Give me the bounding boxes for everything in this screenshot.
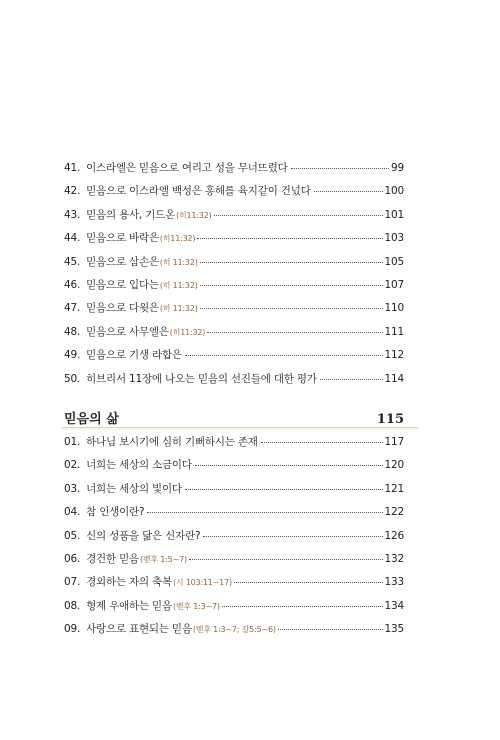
toc-entry[interactable]: [64, 528, 404, 551]
entry-title: 믿음으로 기생 라합은: [86, 349, 182, 362]
entry-title: 믿음으로 사무엘은: [86, 325, 169, 338]
entry-page: 126: [384, 529, 404, 542]
section-divider: [62, 427, 418, 428]
entry-title: 믿음으로 바락은: [86, 232, 159, 245]
entry-number: 03.: [64, 482, 81, 495]
entry-ref: (히11:32): [169, 327, 206, 337]
toc-list-part2: [64, 434, 404, 645]
dot-leader: [185, 489, 383, 490]
dot-leader: [261, 442, 383, 443]
entry-ref: (시 103:11~17): [172, 578, 232, 588]
dot-leader: [214, 215, 383, 216]
dot-leader: [197, 238, 382, 239]
entry-page: 111: [384, 325, 404, 338]
entry-page: 107: [384, 278, 404, 291]
entry-number: 01.: [64, 436, 81, 448]
dot-leader: [185, 355, 383, 356]
entry-title: 형제 우애하는 믿음: [86, 599, 172, 612]
entry-title: 믿음으로 삼손은: [86, 255, 159, 268]
entry-ref: (벧후 1:3~7): [172, 601, 220, 611]
entry-number: 02.: [64, 459, 81, 472]
entry-ref: (히 11:32): [159, 304, 198, 314]
entry-ref: (벧후 1:3~7; 갈5:5~6): [192, 625, 276, 635]
entry-title: 경건한 믿음: [86, 552, 139, 565]
toc-entry[interactable]: [64, 207, 404, 230]
dot-leader: [200, 308, 383, 309]
dot-leader: [195, 465, 383, 466]
entry-number: 41.: [64, 162, 81, 174]
entry-number: 48.: [64, 325, 81, 338]
entry-number: 06.: [64, 552, 81, 565]
section-header[interactable]: [64, 408, 404, 427]
dot-leader: [320, 379, 383, 380]
entry-ref: (히 11:32): [159, 280, 198, 290]
entry-page: 117: [384, 436, 404, 448]
entry-page: 105: [384, 255, 404, 268]
entry-page: 134: [384, 599, 404, 612]
toc-entry[interactable]: [64, 254, 404, 277]
entry-page: 112: [384, 349, 404, 362]
dot-leader: [291, 168, 389, 169]
entry-number: 43.: [64, 208, 81, 221]
toc-entry[interactable]: [64, 551, 404, 574]
entry-page: 110: [384, 302, 404, 315]
section-page: 115: [376, 412, 404, 427]
entry-title: 너희는 세상의 빛이다: [86, 482, 182, 495]
toc-entry[interactable]: [64, 324, 404, 347]
toc-list-part1: [64, 160, 404, 394]
toc-entry[interactable]: [64, 230, 404, 253]
entry-page: 121: [384, 482, 404, 495]
entry-title: 너희는 세상의 소금이다: [86, 459, 192, 472]
entry-page: 100: [384, 185, 404, 198]
entry-page: 120: [384, 459, 404, 472]
entry-ref: (히11:32): [176, 210, 212, 220]
entry-number: 46.: [64, 278, 81, 291]
dot-leader: [314, 191, 383, 192]
entry-ref: (히 11:32): [159, 257, 198, 267]
toc-entry[interactable]: [64, 183, 404, 206]
entry-number: 08.: [64, 599, 81, 612]
dot-leader: [200, 262, 383, 263]
toc-entry[interactable]: [64, 598, 404, 621]
entry-number: 07.: [64, 576, 81, 589]
entry-title: 믿음으로 이스라엘 백성은 홍해를 육지같이 건넜다: [86, 185, 311, 198]
entry-page: 122: [384, 506, 404, 519]
toc-entry[interactable]: [64, 300, 404, 323]
section-title: 믿음의 삶: [64, 412, 119, 427]
entry-page: 133: [384, 576, 404, 589]
entry-number: 09.: [64, 623, 81, 636]
entry-number: 45.: [64, 255, 81, 268]
dot-leader: [147, 512, 382, 513]
entry-number: 04.: [64, 506, 81, 519]
entry-title: 참 인생이란?: [86, 506, 145, 519]
dot-leader: [278, 629, 383, 630]
entry-page: 114: [384, 372, 404, 385]
entry-title: 믿음으로 다윗은: [86, 302, 159, 315]
entry-number: 42.: [64, 185, 81, 198]
toc-entry[interactable]: [64, 371, 404, 394]
dot-leader: [207, 332, 382, 333]
entry-page: 135: [384, 623, 404, 636]
toc-entry[interactable]: [64, 504, 404, 527]
entry-title: 경외하는 자의 축복: [86, 576, 172, 589]
dot-leader: [189, 559, 383, 560]
entry-page: 103: [384, 232, 404, 245]
entry-page: 99: [391, 162, 404, 174]
entry-title: 이스라엘은 믿음으로 여리고 성을 무너뜨렸다: [86, 162, 288, 174]
entry-number: 49.: [64, 349, 81, 362]
entry-number: 44.: [64, 232, 81, 245]
toc-entry[interactable]: [64, 574, 404, 597]
entry-title: 믿음의 용사, 기드온: [86, 208, 176, 221]
toc-entry[interactable]: [64, 347, 404, 370]
entry-title: 믿음으로 입다는: [86, 278, 159, 291]
entry-number: 47.: [64, 302, 81, 315]
toc-entry[interactable]: [64, 481, 404, 504]
entry-title: 사랑으로 표현되는 믿음: [86, 623, 192, 636]
entry-number: 50.: [64, 372, 81, 385]
toc-entry[interactable]: [64, 457, 404, 480]
toc-entry[interactable]: [64, 277, 404, 300]
entry-title: 히브리서 11장에 나오는 믿음의 선진들에 대한 평가: [86, 372, 317, 385]
dot-leader: [200, 285, 383, 286]
entry-number: 05.: [64, 529, 81, 542]
toc-entry[interactable]: [64, 160, 404, 183]
entry-ref: (벧후 1:5~7): [139, 554, 187, 564]
toc-entry[interactable]: [64, 621, 404, 644]
entry-title: 하나님 보시기에 심히 기뻐하시는 존재: [86, 436, 258, 448]
toc-entry[interactable]: [64, 434, 404, 457]
dot-leader: [234, 582, 383, 583]
dot-leader: [222, 606, 383, 607]
entry-title: 신의 성품을 닮은 신자란?: [86, 529, 201, 542]
entry-page: 132: [384, 552, 404, 565]
entry-ref: (히11:32): [159, 234, 196, 244]
entry-page: 101: [384, 208, 404, 221]
dot-leader: [203, 536, 382, 537]
